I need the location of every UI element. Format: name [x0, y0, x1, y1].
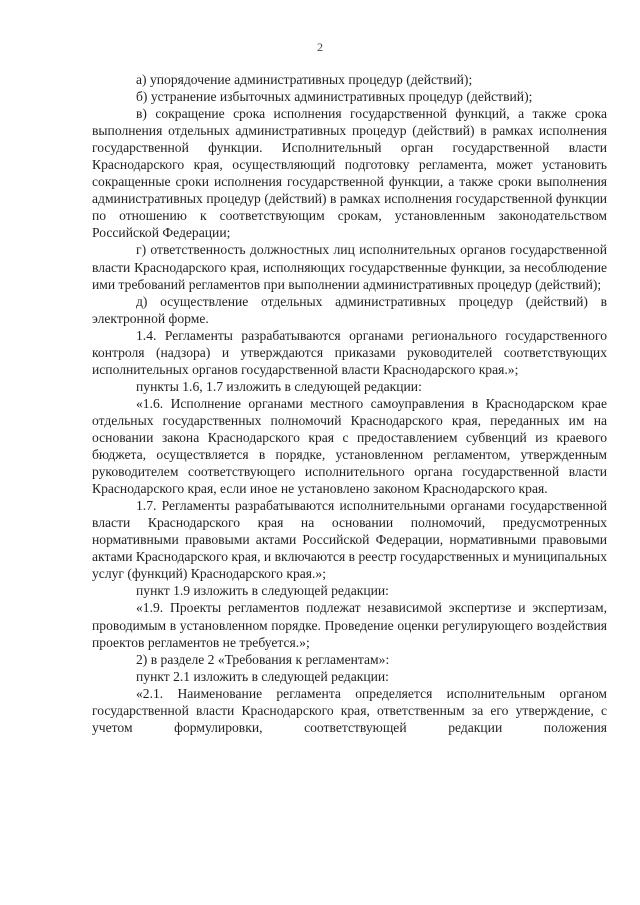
paragraph-item-d: д) осуществление отдельных административных процедур (действий) в электронной форме.	[92, 293, 607, 326]
paragraph-item-b: б) устранение избыточных административных процедур (действий);	[136, 89, 533, 105]
document-body	[92, 71, 607, 736]
paragraph-clause-2-1: «2.1. Наименование регламента определяется исполнительным органом государственной власти Краснодарского края, ответственным за его утверждение, с учетом формулировки, соответствующей редакции положения	[92, 685, 607, 735]
paragraph-item-a: а) упорядочение административных процедур (действий);	[136, 72, 473, 87]
paragraph-clause-1-9: «1.9. Проекты регламентов подлежат независимой экспертизе и экспертизам, проводимым в установленном порядке. Проведение оценки регулирующего воздействия проектов регламентов не требуется.»;	[92, 600, 607, 650]
paragraph-item-g: г) ответственность должностных лиц исполнительных органов государственной власти Краснодарского края, исполняющих государственные функции, за несоблюдение ими требований регламентов при выполнении административных процедур (действий);	[92, 242, 607, 292]
paragraph-instruction-1-9: пункт 1.9 изложить в следующей редакции:	[136, 583, 389, 599]
paragraph-clause-1-4: 1.4. Регламенты разрабатываются органами регионального государственного контроля (надзора) и утверждаются приказами руководителей соответствующих исполнительных органов государственной власти Краснодарского края.»;	[92, 327, 607, 377]
paragraph-instruction-1-6-1-7: пункты 1.6, 1.7 изложить в следующей редакции:	[136, 378, 422, 394]
paragraph-clause-1-7: 1.7. Регламенты разрабатываются исполнительными органами государственной власти Краснодарского края на основании полномочий, предусмотренных нормативными правовыми актами Российской Федерации, нормативными правовыми актами Краснодарского края, и включаются в реестр государственных и муниципальных услуг (функций) Краснодарского края.»;	[92, 498, 607, 582]
page-number: 2	[317, 40, 323, 54]
paragraph-clause-1-6: «1.6. Исполнение органами местного самоуправления в Краснодарском крае отдельных государственных полномочий Краснодарского края, переданных им на основании закона Краснодарского края с предоставлением субвенций из краевого бюджета, осуществляется в порядке, установленном регламентом, утвержденным руководителем соответствующего исполнительного органа государственной власти Краснодарского края, если иное не установлено законом Краснодарского края.	[92, 395, 607, 497]
paragraph-item-v: в) сокращение срока исполнения государственной функций, а также срока выполнения отдельных административных процедур (действий) в рамках исполнения государственной функции. Исполнительный орган государственной власти Краснодарского края, осуществляющий подготовку регламента, может установить сокращенные сроки исполнения государственной функции, а также сроки выполнения административных процедур (действий) в рамках исполнения государственной функции по отношению к соответствующим срокам, установленным законодательством Российской Федерации;	[92, 106, 607, 241]
paragraph-instruction-2-1: пункт 2.1 изложить в следующей редакции:	[136, 668, 389, 684]
paragraph-section-2: 2) в разделе 2 «Требования к регламентам»:	[136, 651, 390, 667]
